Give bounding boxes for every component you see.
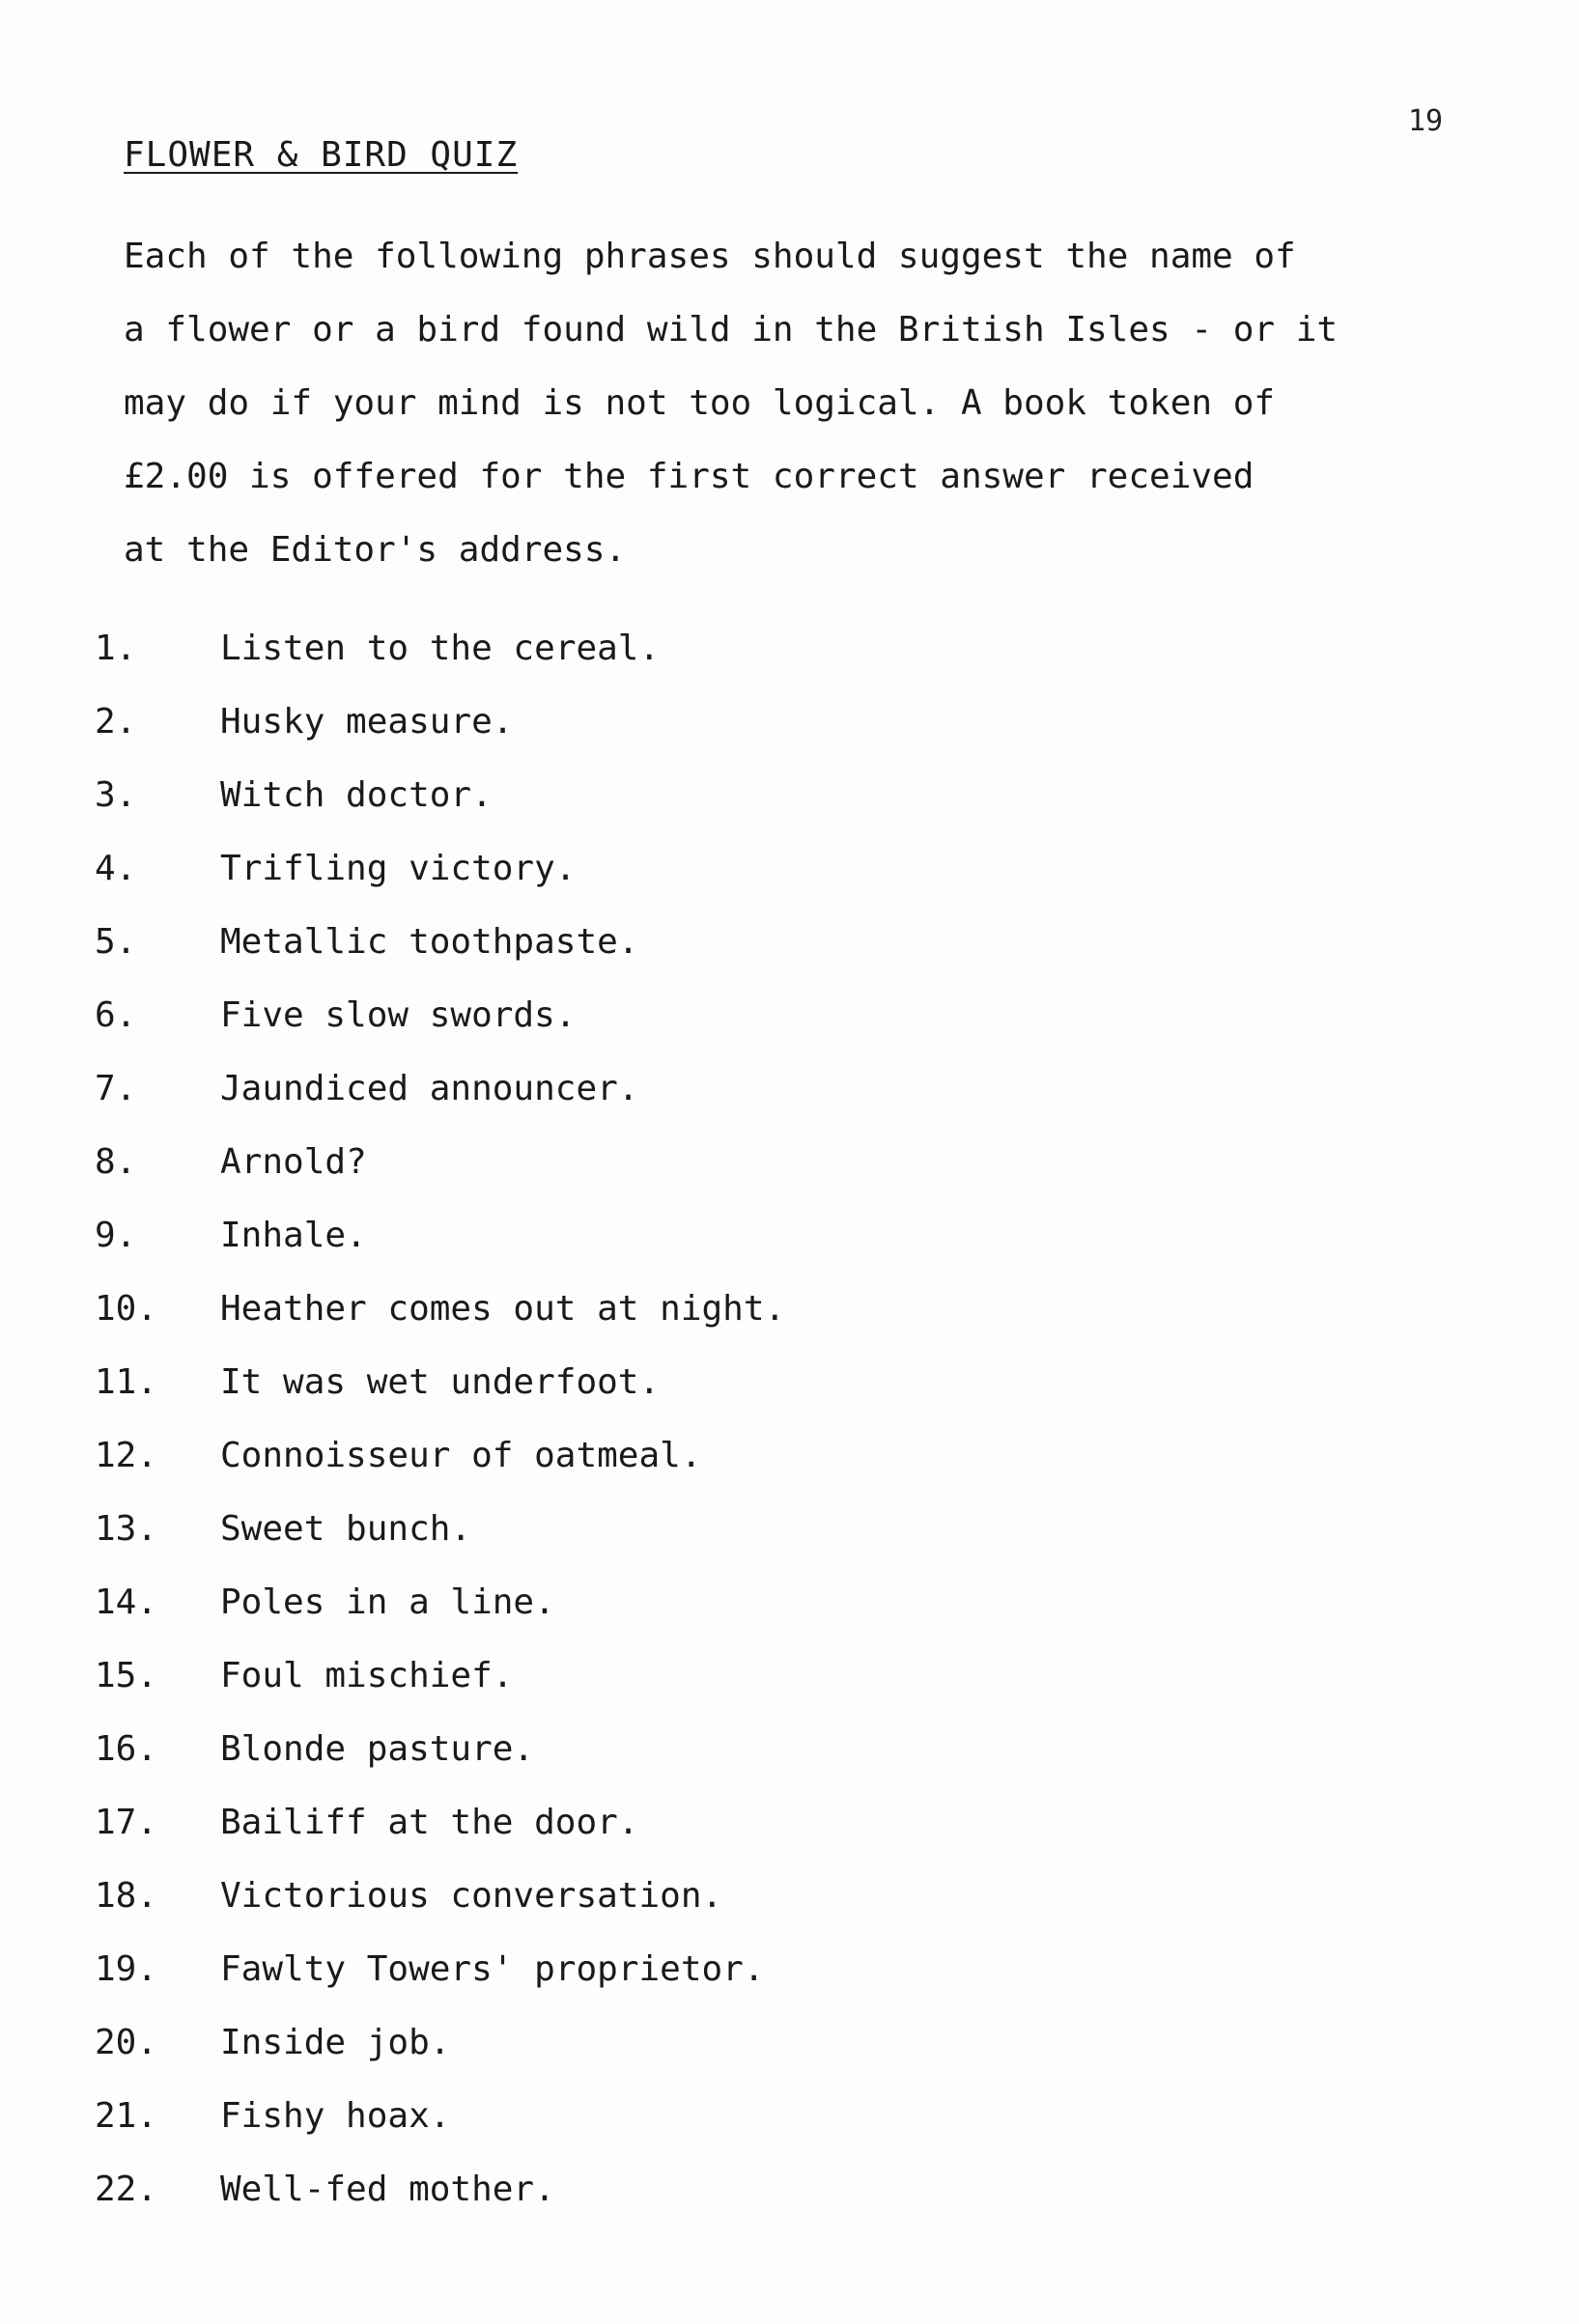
list-item — [95, 759, 785, 832]
item-number: 22. — [95, 2170, 158, 2209]
quiz-list — [95, 612, 785, 2226]
item-number: 13. — [95, 1509, 158, 1549]
page-number: 19 — [1408, 104, 1444, 138]
list-item — [95, 2006, 785, 2080]
item-number: 16. — [95, 1729, 158, 1769]
list-item — [95, 979, 785, 1052]
list-item — [95, 1419, 785, 1493]
item-number: 7. — [95, 1069, 137, 1108]
item-number: 19. — [95, 1949, 158, 1989]
page-title: FLOWER & BIRD QUIZ — [124, 135, 519, 175]
list-item — [95, 612, 785, 686]
item-text: Foul mischief. — [220, 1656, 514, 1695]
item-number: 21. — [95, 2096, 158, 2136]
item-text: Trifling victory. — [220, 849, 577, 888]
item-number: 1. — [95, 629, 137, 668]
list-item — [95, 906, 785, 979]
item-number: 12. — [95, 1436, 158, 1475]
list-item — [95, 1860, 785, 1933]
item-number: 18. — [95, 1876, 158, 1916]
list-item — [95, 686, 785, 759]
list-item — [95, 1493, 785, 1566]
item-number: 2. — [95, 702, 137, 742]
list-item — [95, 1346, 785, 1419]
item-text: Poles in a line. — [220, 1582, 555, 1622]
item-number: 4. — [95, 849, 137, 888]
item-text: Inside job. — [220, 2023, 451, 2062]
item-number: 17. — [95, 1803, 158, 1842]
list-item — [95, 1786, 785, 1860]
item-text: Well-fed mother. — [220, 2170, 555, 2209]
item-number: 20. — [95, 2023, 158, 2062]
list-item — [95, 1273, 785, 1346]
intro-paragraph — [124, 220, 1534, 587]
item-number: 5. — [95, 922, 137, 962]
item-number: 15. — [95, 1656, 158, 1695]
intro-line: Each of the following phrases should suggest the name of — [124, 237, 1296, 276]
item-text: Listen to the cereal. — [220, 629, 661, 668]
item-number: 14. — [95, 1582, 158, 1622]
item-text: Bailiff at the door. — [220, 1803, 639, 1842]
item-text: Connoisseur of oatmeal. — [220, 1436, 702, 1475]
item-text: It was wet underfoot. — [220, 1362, 661, 1402]
list-item — [95, 1199, 785, 1273]
list-item — [95, 1126, 785, 1199]
item-number: 10. — [95, 1289, 158, 1329]
item-text: Witch doctor. — [220, 775, 493, 815]
item-number: 6. — [95, 995, 137, 1035]
item-text: Five slow swords. — [220, 995, 577, 1035]
item-text: Sweet bunch. — [220, 1509, 472, 1549]
item-number: 11. — [95, 1362, 158, 1402]
item-text: Fishy hoax. — [220, 2096, 451, 2136]
intro-line: a flower or a bird found wild in the British Isles - or it — [124, 310, 1339, 350]
list-item — [95, 1566, 785, 1639]
list-item — [95, 1052, 785, 1126]
item-text: Jaundiced announcer. — [220, 1069, 639, 1108]
list-item — [95, 832, 785, 906]
list-item — [95, 2080, 785, 2153]
list-item — [95, 2153, 785, 2226]
item-text: Victorious conversation. — [220, 1876, 723, 1916]
item-text: Blonde pasture. — [220, 1729, 535, 1769]
item-number: 8. — [95, 1142, 137, 1182]
list-item — [95, 1933, 785, 2006]
item-text: Arnold? — [220, 1142, 367, 1182]
item-number: 9. — [95, 1216, 137, 1255]
item-text: Heather comes out at night. — [220, 1289, 786, 1329]
intro-line: at the Editor's address. — [124, 530, 627, 570]
list-item — [95, 1713, 785, 1786]
list-item — [95, 1639, 785, 1713]
item-text: Inhale. — [220, 1216, 367, 1255]
item-text: Fawlty Towers' proprietor. — [220, 1949, 765, 1989]
item-number: 3. — [95, 775, 137, 815]
intro-line: £2.00 is offered for the first correct answer received — [124, 457, 1255, 496]
item-text: Metallic toothpaste. — [220, 922, 639, 962]
item-text: Husky measure. — [220, 702, 514, 742]
intro-line: may do if your mind is not too logical. A book token of — [124, 383, 1276, 423]
